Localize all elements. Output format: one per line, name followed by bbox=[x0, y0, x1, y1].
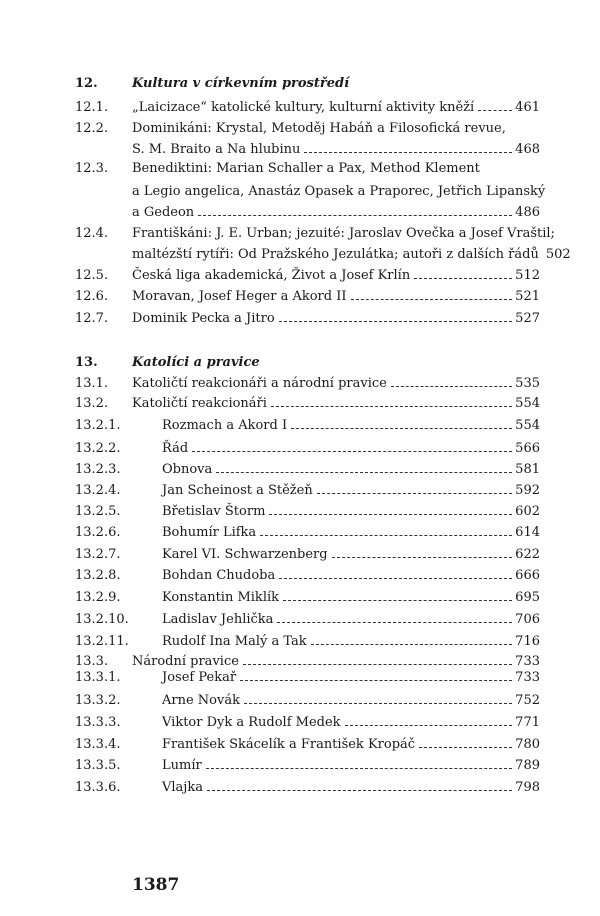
section-number: 13.3.3. bbox=[75, 715, 121, 730]
section-number: 13.3.2. bbox=[75, 693, 121, 708]
entry-title: Rozmach a Akord I bbox=[162, 418, 288, 433]
entry-title: Viktor Dyk a Rudolf Medek bbox=[162, 715, 341, 730]
entry-title: Lumír bbox=[162, 758, 202, 773]
chapter-title: Katolíci a pravice bbox=[132, 355, 260, 370]
page-ref: 771 bbox=[515, 715, 540, 730]
section-number: 13.2.8. bbox=[75, 568, 121, 583]
entry-leader-line bbox=[162, 758, 540, 774]
entry-title: Břetislav Štorm bbox=[162, 504, 266, 519]
entry-title: Dominik Pecka a Jitro bbox=[132, 311, 275, 326]
page-ref: 695 bbox=[515, 590, 540, 605]
entry-title: Josef Pekař bbox=[162, 670, 237, 685]
dot-leader bbox=[317, 493, 512, 494]
page-ref: 502 bbox=[545, 247, 571, 262]
section-number: 13.2.4. bbox=[75, 483, 121, 498]
entry-title: Arne Novák bbox=[162, 693, 240, 708]
dot-leader bbox=[391, 386, 512, 387]
dot-leader bbox=[207, 790, 512, 791]
dot-leader bbox=[332, 557, 513, 558]
page-ref: 581 bbox=[515, 462, 540, 477]
dot-leader bbox=[216, 472, 512, 473]
entry-leader-line bbox=[132, 100, 540, 116]
dot-leader bbox=[277, 622, 512, 623]
section-number: 13.3.4. bbox=[75, 737, 121, 752]
dot-leader bbox=[345, 725, 513, 726]
page-ref: 468 bbox=[515, 142, 540, 157]
page-ref: 602 bbox=[515, 504, 540, 519]
entry-leader-line bbox=[162, 547, 540, 563]
page-ref: 733 bbox=[515, 670, 540, 685]
entry-title: Ladislav Jehlička bbox=[162, 612, 274, 627]
entry-leader-line bbox=[132, 142, 540, 158]
section-number: 13.2.9. bbox=[75, 590, 121, 605]
dot-leader bbox=[291, 428, 512, 429]
entry-leader-line bbox=[162, 780, 540, 796]
section-number: 12.5. bbox=[75, 268, 109, 283]
entry-leader-line bbox=[162, 418, 540, 434]
page-number: 1387 bbox=[132, 875, 180, 895]
entry-leader-line bbox=[162, 504, 540, 520]
page-ref: 666 bbox=[515, 568, 540, 583]
section-number: 13.2. bbox=[75, 396, 109, 411]
dot-leader bbox=[304, 152, 512, 153]
entry-title: František Skácelík a František Kropáč bbox=[162, 737, 416, 752]
section-number: 13.3.6. bbox=[75, 780, 121, 795]
dot-leader bbox=[279, 578, 512, 579]
dot-leader bbox=[269, 514, 512, 515]
entry-title: Národní pravice bbox=[132, 654, 239, 669]
entry-title: maltézští rytíři: Od Pražského Jezulátka; autoři z dalších řádů bbox=[132, 247, 539, 262]
dot-leader bbox=[240, 680, 512, 681]
entry-line: Benediktini: Marian Schaller a Pax, Method Klement bbox=[132, 161, 480, 176]
page-ref: 554 bbox=[515, 418, 540, 433]
dot-leader bbox=[244, 703, 512, 704]
entry-leader-line bbox=[162, 612, 540, 628]
section-number: 13.3.1. bbox=[75, 670, 121, 685]
entry-title: S. M. Braito a Na hlubinu bbox=[132, 142, 301, 157]
entry-title: Rudolf Ina Malý a Tak bbox=[162, 634, 307, 649]
entry-title: Karel VI. Schwarzenberg bbox=[162, 547, 328, 562]
entry-leader-line bbox=[132, 247, 571, 263]
page-ref: 789 bbox=[515, 758, 540, 773]
page-ref: 527 bbox=[515, 311, 540, 326]
section-number: 12.3. bbox=[75, 161, 109, 176]
page-ref: 733 bbox=[515, 654, 540, 669]
entry-title: a Gedeon bbox=[132, 205, 195, 220]
section-number: 13. bbox=[75, 355, 98, 370]
page-ref: 622 bbox=[515, 547, 540, 562]
section-number: 13.2.5. bbox=[75, 504, 121, 519]
entry-leader-line bbox=[132, 396, 540, 412]
entry-leader-line bbox=[162, 737, 540, 753]
entry-leader-line bbox=[132, 205, 540, 221]
dot-leader bbox=[243, 664, 512, 665]
entry-leader-line bbox=[162, 568, 540, 584]
dot-leader bbox=[206, 768, 512, 769]
section-number: 12.7. bbox=[75, 311, 109, 326]
page-ref: 780 bbox=[515, 737, 540, 752]
entry-title: Česká liga akademická, Život a Josef Krlín bbox=[132, 268, 411, 283]
dot-leader bbox=[271, 406, 512, 407]
entry-leader-line bbox=[162, 525, 540, 541]
section-number: 13.2.2. bbox=[75, 441, 121, 456]
section-number: 13.2.6. bbox=[75, 525, 121, 540]
entry-leader-line bbox=[132, 654, 540, 670]
entry-leader-line bbox=[132, 268, 540, 284]
entry-title: Bohumír Lifka bbox=[162, 525, 257, 540]
page-ref: 716 bbox=[515, 634, 540, 649]
section-number: 13.3. bbox=[75, 654, 109, 669]
section-number: 13.2.11. bbox=[75, 634, 129, 649]
dot-leader bbox=[478, 110, 512, 111]
entry-title: Bohdan Chudoba bbox=[162, 568, 276, 583]
entry-leader-line bbox=[162, 483, 540, 499]
section-number: 13.2.1. bbox=[75, 418, 121, 433]
dot-leader bbox=[198, 215, 512, 216]
entry-leader-line bbox=[162, 670, 540, 686]
entry-title: Jan Scheinost a Stěžeň bbox=[162, 483, 313, 498]
dot-leader bbox=[311, 644, 513, 645]
entry-title: Katoličtí reakcionáři a národní pravice bbox=[132, 376, 387, 391]
entry-leader-line bbox=[162, 634, 540, 650]
entry-leader-line bbox=[162, 590, 540, 606]
entry-title: Řád bbox=[162, 441, 189, 456]
section-number: 13.1. bbox=[75, 376, 109, 391]
entry-line: Dominikáni: Krystal, Metoděj Habáň a Filosofická revue, bbox=[132, 121, 506, 136]
dot-leader bbox=[192, 451, 512, 452]
section-number: 13.2.10. bbox=[75, 612, 129, 627]
entry-title: „Laicizace“ katolické kultury, kulturní aktivity kněží bbox=[132, 100, 475, 115]
entry-leader-line bbox=[132, 376, 540, 392]
section-number: 12.2. bbox=[75, 121, 109, 136]
dot-leader bbox=[279, 321, 512, 322]
entry-leader-line bbox=[162, 693, 540, 709]
dot-leader bbox=[283, 600, 512, 601]
entry-title: Katoličtí reakcionáři bbox=[132, 396, 267, 411]
entry-leader-line bbox=[162, 462, 540, 478]
chapter-title: Kultura v církevním prostředí bbox=[132, 76, 350, 91]
entry-leader-line bbox=[132, 311, 540, 327]
dot-leader bbox=[351, 299, 513, 300]
dot-leader bbox=[260, 535, 512, 536]
page-ref: 614 bbox=[515, 525, 540, 540]
page-ref: 486 bbox=[515, 205, 540, 220]
entry-leader-line bbox=[132, 289, 540, 305]
page-ref: 554 bbox=[515, 396, 540, 411]
section-number: 13.2.3. bbox=[75, 462, 121, 477]
entry-title: Moravan, Josef Heger a Akord II bbox=[132, 289, 347, 304]
dot-leader bbox=[414, 278, 512, 279]
page-ref: 521 bbox=[515, 289, 540, 304]
section-number: 13.2.7. bbox=[75, 547, 121, 562]
page-ref: 512 bbox=[515, 268, 540, 283]
page-ref: 706 bbox=[515, 612, 540, 627]
page-ref: 566 bbox=[515, 441, 540, 456]
dot-leader bbox=[419, 747, 512, 748]
section-number: 12. bbox=[75, 76, 98, 91]
section-number: 12.4. bbox=[75, 226, 109, 241]
section-number: 12.6. bbox=[75, 289, 109, 304]
page-ref: 592 bbox=[515, 483, 540, 498]
section-number: 12.1. bbox=[75, 100, 109, 115]
entry-leader-line bbox=[162, 715, 540, 731]
entry-title: Konstantin Miklík bbox=[162, 590, 280, 605]
entry-title: Obnova bbox=[162, 462, 213, 477]
entry-line: a Legio angelica, Anastáz Opasek a Praporec, Jetřich Lipanský bbox=[132, 184, 546, 199]
entry-line: Františkáni: J. E. Urban; jezuité: Jaroslav Ovečka a Josef Vraštil; bbox=[132, 226, 555, 241]
entry-leader-line bbox=[162, 441, 540, 457]
page-ref: 461 bbox=[515, 100, 540, 115]
entry-title: Vlajka bbox=[162, 780, 203, 795]
section-number: 13.3.5. bbox=[75, 758, 121, 773]
page-ref: 752 bbox=[515, 693, 540, 708]
page-ref: 798 bbox=[515, 780, 540, 795]
page-ref: 535 bbox=[515, 376, 540, 391]
